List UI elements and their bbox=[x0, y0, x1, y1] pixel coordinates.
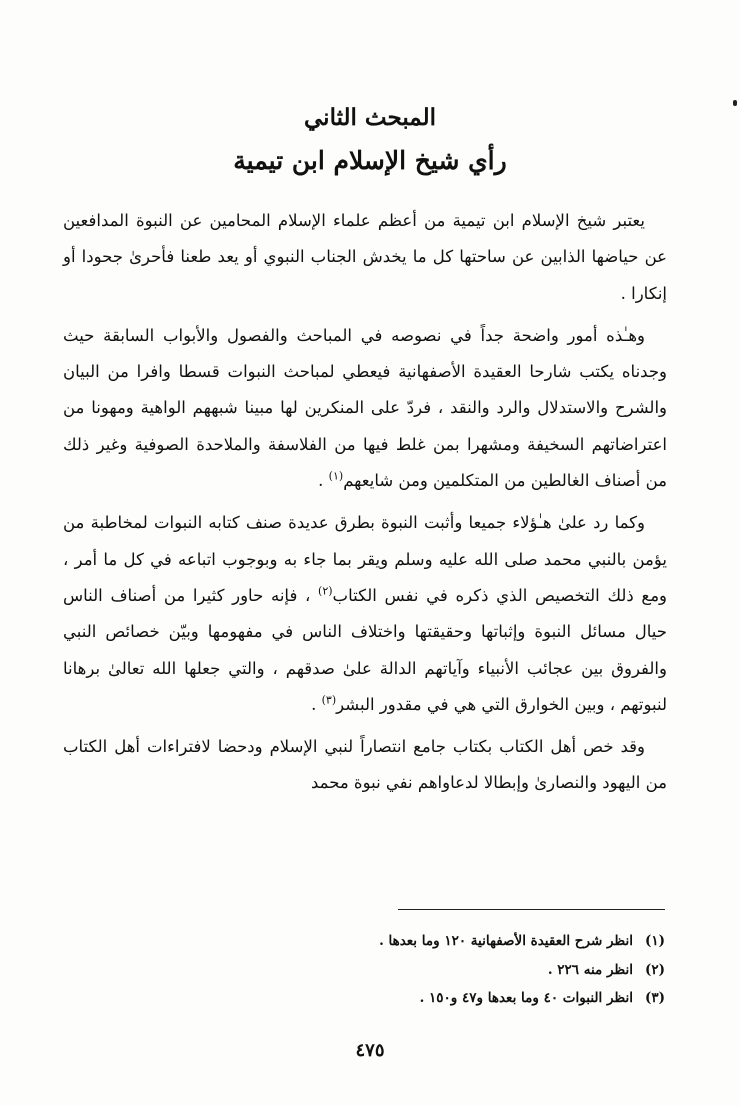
paragraph-2-tail: . bbox=[318, 471, 329, 491]
paragraph-3-tail: ، فإنه حاور كثيرا من أصناف الناس حيال مسائل النبوة وإثباتها وحقيقتها واختلاف الناس في مفهومها وبيّن خصائص النبي والفروق بين عجائب الأنبياء وآياتهم الدالة علىٰ صدقهم ، والتي جعلها الله تعالىٰ برهانا لنبوتهم ، وبين الخوارق التي هي في مقدور البشر bbox=[63, 585, 667, 714]
paragraph-3 bbox=[63, 505, 667, 723]
footnote-divider bbox=[398, 909, 665, 910]
margin-speck bbox=[733, 100, 737, 106]
paragraph-2 bbox=[63, 318, 667, 499]
footnote-ref-1[interactable]: (١) bbox=[328, 469, 344, 483]
section-subtitle: رأي شيخ الإسلام ابن تيمية bbox=[233, 146, 507, 175]
paragraph-1 bbox=[63, 203, 667, 312]
paragraph-1-text: يعتبر شيخ الإسلام ابن تيمية من أعظم علماء الإسلام المحامين عن النبوة المدافعين عن حياضها الذابين عن ساحتها كل ما يخدش الجناب النبوي أو يعد طعنا فأحرىٰ جحودا أو إنكارا . bbox=[63, 211, 667, 303]
section-title: المبحث الثاني bbox=[304, 104, 436, 131]
paragraph-2-text: وهـٰذه أمور واضحة جداً في نصوصه في المباحث والفصول والأبواب السابقة حيث وجدناه يكتب شارحا العقيدة الأصفهانية فيعطي لمباحث النبوات قسطا وافرا من البيان والشرح والاستدلال والرد والنقد ، فردّ على المنكرين لها مبينا شبههم الواهية ومهونا من اعتراضاتهم السخيفة ومشهرا بمن غلط فيها من الفلاسفة والملاحدة الصوفية وغير ذلك من أصناف الغالطين من المتكلمين ومن شايعهم bbox=[63, 325, 667, 491]
paragraph-3-text: وكما رد علىٰ هـٰؤلاء جميعا وأثبت النبوة بطرق عديدة صنف كتابه النبوات لمخاطبة من يؤمن بالنبي محمد صلى الله عليه وسلم ويقر بما جاء به وبوجوب اتباعه في كل ما أمر ، ومع ذلك التخصيص الذي ذكره في نفس الكتاب bbox=[63, 513, 667, 605]
footnote-item bbox=[120, 984, 665, 1013]
paragraph-4 bbox=[63, 729, 667, 802]
footnote-text: انظر شرح العقيدة الأصفهانية ١٢٠ وما بعدها . bbox=[379, 933, 633, 949]
footnote-ref-3[interactable]: (٣) bbox=[321, 693, 337, 707]
footnote-item bbox=[120, 956, 665, 985]
body-text bbox=[63, 203, 667, 808]
paragraph-3-tail-2: . bbox=[311, 694, 322, 714]
footnote-number: (٢) bbox=[644, 961, 665, 978]
footnote-text: انظر النبوات ٤٠ وما بعدها و٤٧ و١٥٠ . bbox=[419, 990, 633, 1006]
footnotes bbox=[120, 927, 665, 1013]
footnote-ref-2[interactable]: (٢) bbox=[318, 584, 333, 598]
page-number: ٤٧٥ bbox=[355, 1040, 385, 1061]
footnote-number: (١) bbox=[644, 933, 665, 949]
paragraph-4-text: وقد خص أهل الكتاب بكتاب جامع انتصاراً لنبي الإسلام ودحضا لافتراءات أهل الكتاب من اليهود والنصارىٰ وإبطالا لدعاواهم نفي نبوة محمد bbox=[63, 737, 667, 793]
footnote-item bbox=[120, 927, 665, 956]
footnote-text: انظر منه ٢٢٦ . bbox=[547, 961, 633, 978]
footnote-number: (٣) bbox=[644, 990, 665, 1006]
